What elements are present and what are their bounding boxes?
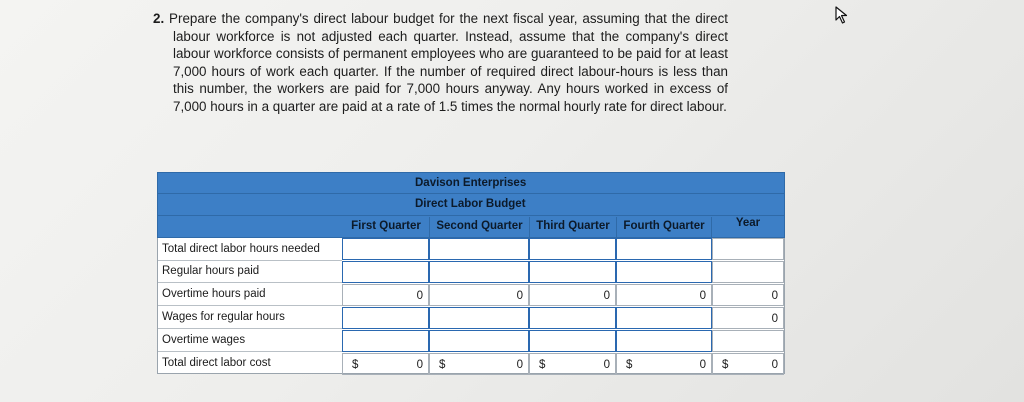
column-header-third-quarter: Third Quarter (530, 217, 617, 237)
row-label-total-hours-needed: Total direct labor hours needed (162, 243, 320, 255)
currency-symbol: $ (352, 359, 359, 371)
problem-text: Prepare the company's direct labour budget for the next fiscal year, assuming that the direct labour workforce is not adjusted each quarter. Instead, assume that the company's direct labour workforce consists of permanent employees who are guaranteed to be paid for at least 7,000 hours of work each quarter. If the number of required direct labour-hours is less than this number, the workers are paid for 7,000 hours anyway. Any hours worked in excess of 7,000 hours in a quarter are paid at a rate of 1.5 times the normal hourly rate for direct labour. (169, 11, 728, 114)
input-cell-overtime-wages-q4[interactable] (616, 330, 712, 352)
cell-overtime-hours-q3 (529, 284, 616, 306)
cell-hours-needed-year (712, 238, 784, 260)
table-header (157, 172, 785, 238)
input-cell-regular-wages-q3[interactable] (529, 307, 616, 329)
input-cell-regular-hours-q1[interactable] (342, 261, 429, 283)
input-cell-regular-wages-q2[interactable] (429, 307, 529, 329)
row-label-total-direct-labor-cost: Total direct labor cost (162, 357, 271, 369)
cell-regular-wages-year (712, 307, 784, 329)
row-label-overtime-hours-paid: Overtime hours paid (162, 288, 266, 300)
cell-value: 0 (699, 290, 706, 302)
input-cell-overtime-wages-q2[interactable] (429, 330, 529, 352)
currency-symbol: $ (439, 359, 446, 371)
input-cell-hours-needed-q4[interactable] (616, 238, 712, 260)
cell-overtime-hours-q2 (429, 284, 529, 306)
column-header-year: Year (735, 217, 761, 229)
cell-overtime-wages-year (712, 330, 784, 352)
cell-total-cost-year (712, 353, 784, 375)
company-name: Davison Enterprises (415, 177, 527, 189)
mouse-pointer-icon (835, 6, 849, 24)
cell-total-cost-q2 (429, 353, 529, 375)
cell-value: 0 (416, 290, 423, 302)
input-cell-overtime-wages-q3[interactable] (529, 330, 616, 352)
problem-number: 2. (153, 11, 165, 26)
column-header-first-quarter: First Quarter (343, 217, 430, 237)
header-divider (158, 193, 784, 194)
currency-symbol: $ (626, 359, 633, 371)
input-cell-regular-hours-q3[interactable] (529, 261, 616, 283)
cell-total-cost-q4 (616, 353, 712, 375)
cell-value: 0 (516, 290, 523, 302)
row-label-wages-regular-hours: Wages for regular hours (162, 311, 285, 323)
cell-overtime-hours-year (712, 284, 784, 306)
problem-paragraph (153, 10, 728, 116)
cell-value: 0 (771, 290, 778, 302)
cell-total-cost-q1 (342, 353, 429, 375)
cell-value: 0 (603, 359, 610, 371)
cell-total-cost-q3 (529, 353, 616, 375)
row-label-overtime-wages: Overtime wages (162, 334, 246, 346)
input-cell-hours-needed-q3[interactable] (529, 238, 616, 260)
column-header-fourth-quarter: Fourth Quarter (617, 217, 712, 237)
cell-value: 0 (699, 359, 706, 371)
input-cell-hours-needed-q2[interactable] (429, 238, 529, 260)
cell-overtime-hours-q4 (616, 284, 712, 306)
direct-labor-budget-table (157, 172, 785, 374)
column-header-second-quarter: Second Quarter (430, 217, 530, 237)
cell-overtime-hours-q1 (342, 284, 429, 306)
cell-value: 0 (603, 290, 610, 302)
cell-regular-hours-year (712, 261, 784, 283)
header-divider (158, 215, 784, 216)
input-cell-regular-wages-q1[interactable] (342, 307, 429, 329)
problem-statement (153, 10, 728, 116)
input-cell-regular-wages-q4[interactable] (616, 307, 712, 329)
row-label-regular-hours-paid: Regular hours paid (162, 265, 260, 277)
input-cell-regular-hours-q4[interactable] (616, 261, 712, 283)
currency-symbol: $ (539, 359, 546, 371)
cell-value: 0 (771, 359, 778, 371)
budget-title: Direct Labor Budget (415, 198, 526, 210)
input-cell-regular-hours-q2[interactable] (429, 261, 529, 283)
cell-value: 0 (771, 313, 778, 325)
input-cell-overtime-wages-q1[interactable] (342, 330, 429, 352)
input-cell-hours-needed-q1[interactable] (342, 238, 429, 260)
cell-value: 0 (516, 359, 523, 371)
cell-value: 0 (416, 359, 423, 371)
table-body (157, 238, 785, 374)
currency-symbol: $ (722, 359, 729, 371)
